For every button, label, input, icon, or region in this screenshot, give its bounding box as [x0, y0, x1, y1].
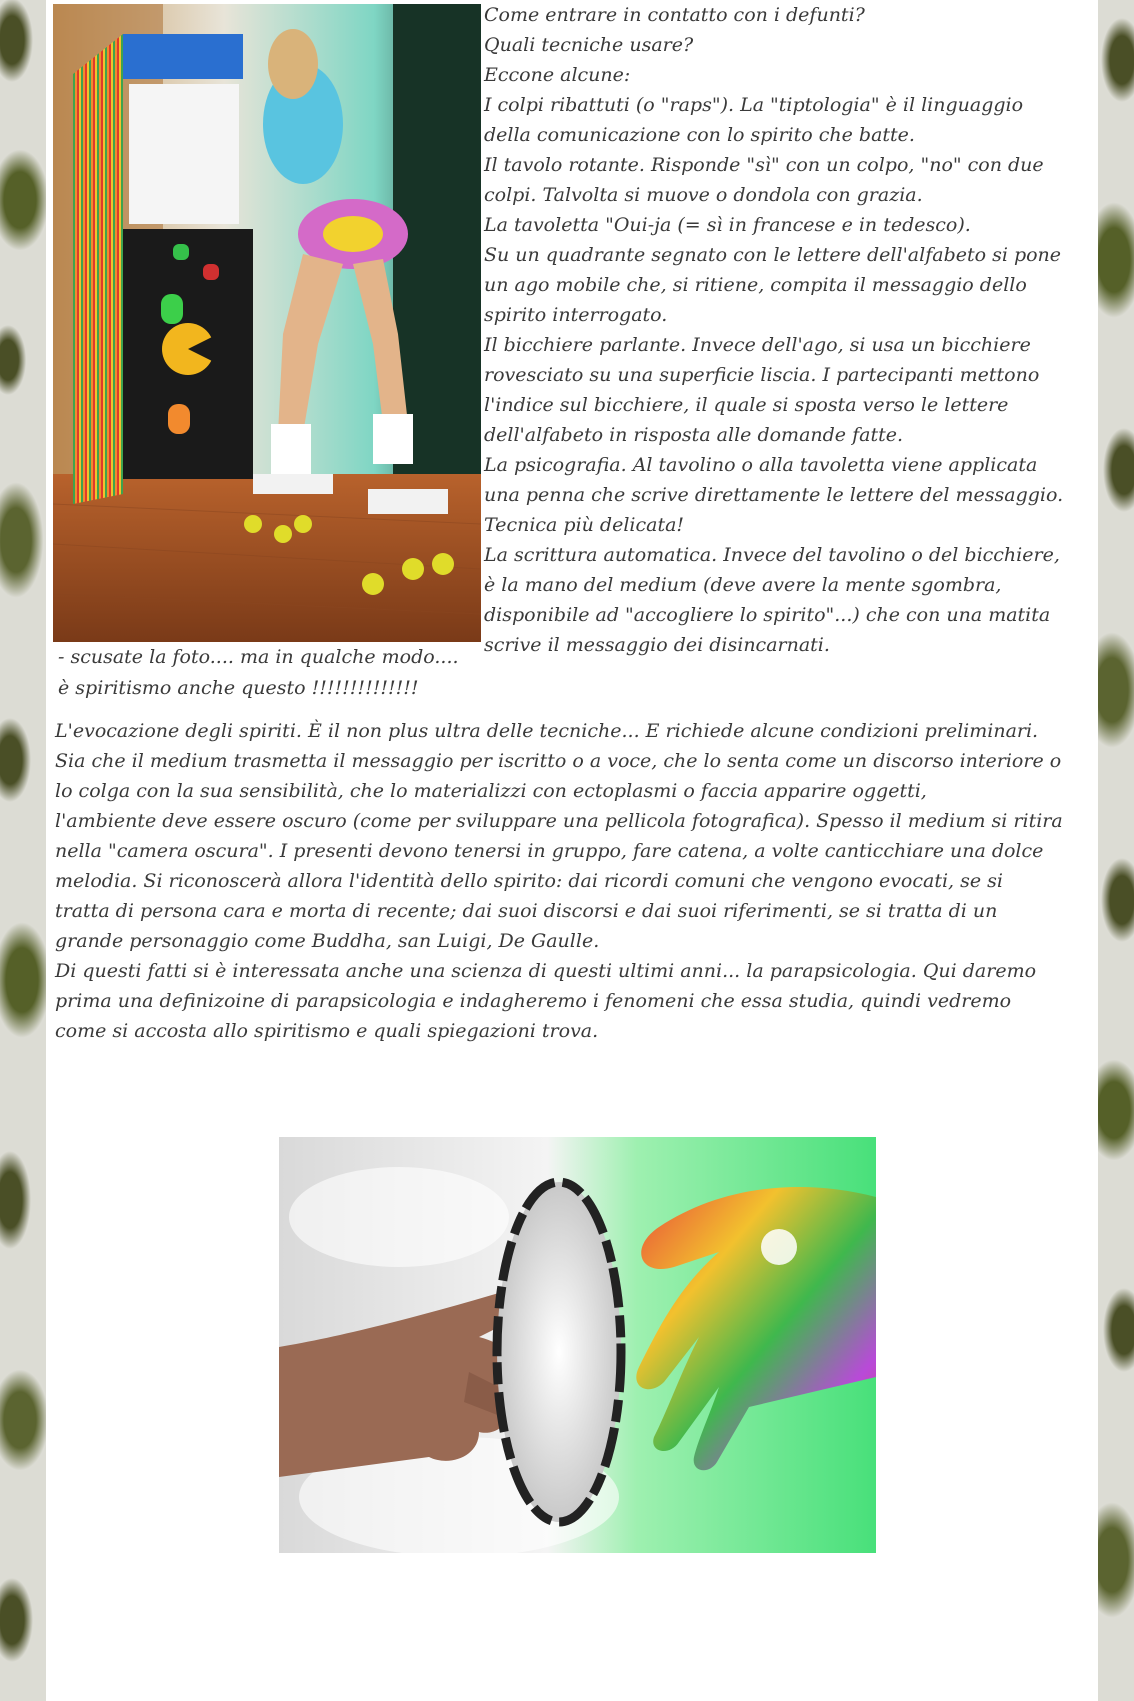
arcade-photo	[53, 4, 481, 642]
text-line: prima una definizoine di parapsicologia e indagheremo i fenomeni che essa studia, quindi vedremo	[55, 990, 1012, 1012]
text-line: come si accosta allo spiritismo e quali spiegazioni trova.	[55, 1020, 599, 1042]
text-line: rovesciato su una superficie liscia. I partecipanti mettono	[484, 364, 1040, 386]
photo-caption	[58, 642, 498, 704]
text-line: Sia che il medium trasmetta il messaggio per iscritto o a voce, che lo senta come un discorso interiore o	[55, 750, 1062, 772]
techniques-column	[484, 0, 1094, 660]
text-line: disponibile ad "accogliere lo spirito"...) che con una matita	[484, 604, 1051, 626]
text-line: una penna che scrive direttamente le lettere del messaggio.	[484, 484, 1064, 506]
text-line: l'ambiente deve essere oscuro (come per sviluppare una pellicola fotografica). Spesso il medium si ritira	[55, 810, 1063, 832]
text-line: La scrittura automatica. Invece del tavolino o del bicchiere,	[484, 544, 1060, 566]
text-line: lo colga con la sua sensibilità, che lo materializzi con ectoplasmi o faccia apparire oggetti,	[55, 780, 927, 802]
caption-line: è spiritismo anche questo !!!!!!!!!!!!!!	[58, 677, 419, 699]
hands-portal-photo	[279, 1137, 876, 1553]
text-line: spirito interrogato.	[484, 304, 668, 326]
text-line: Di questi fatti si è interessata anche una scienza di questi ultimi anni... la parapsicologia. Qui daremo	[55, 960, 1037, 982]
text-line: Eccone alcune:	[484, 64, 631, 86]
text-line: Tecnica più delicata!	[484, 514, 685, 536]
text-line: dell'alfabeto in risposta alle domande fatte.	[484, 424, 903, 446]
text-line: scrive il messaggio dei disincarnati.	[484, 634, 830, 656]
text-line: melodia. Si riconoscerà allora l'identità dello spirito: dai ricordi comuni che vengono evocati, se si	[55, 870, 1003, 892]
text-line: un ago mobile che, si ritiene, compita il messaggio dello	[484, 274, 1027, 296]
text-line: L'evocazione degli spiriti. È il non plus ultra delle tecniche... E richiede alcune condizioni preliminari.	[55, 720, 1039, 742]
text-line: è la mano del medium (deve avere la mente sgombra,	[484, 574, 1002, 596]
text-line: Come entrare in contatto con i defunti?	[484, 4, 865, 26]
text-line: grande personaggio come Buddha, san Luigi, De Gaulle.	[55, 930, 600, 952]
text-line: La tavoletta "Oui-ja (= sì in francese e in tedesco).	[484, 214, 971, 236]
text-line: Su un quadrante segnato con le lettere dell'alfabeto si pone	[484, 244, 1062, 266]
text-line: tratta di persona cara e morta di recente; dai suoi discorsi e dai suoi riferimenti, se si tratta di un	[55, 900, 998, 922]
caption-line: - scusate la foto.... ma in qualche modo....	[58, 646, 459, 668]
text-line: Il bicchiere parlante. Invece dell'ago, si usa un bicchiere	[484, 334, 1031, 356]
text-line: della comunicazione con lo spirito che batte.	[484, 124, 915, 146]
text-line: I colpi ribattuti (o "raps"). La "tiptologia" è il linguaggio	[484, 94, 1024, 116]
text-line: colpi. Talvolta si muove o dondola con grazia.	[484, 184, 923, 206]
evocation-paragraph	[55, 716, 1095, 1046]
text-line: Quali tecniche usare?	[484, 34, 694, 56]
text-line: nella "camera oscura". I presenti devono tenersi in gruppo, fare catena, a volte canticchiare una dolce	[55, 840, 1044, 862]
text-line: La psicografia. Al tavolino o alla tavoletta viene applicata	[484, 454, 1038, 476]
text-line: l'indice sul bicchiere, il quale si sposta verso le lettere	[484, 394, 1009, 416]
text-line: Il tavolo rotante. Risponde "sì" con un colpo, "no" con due	[484, 154, 1044, 176]
